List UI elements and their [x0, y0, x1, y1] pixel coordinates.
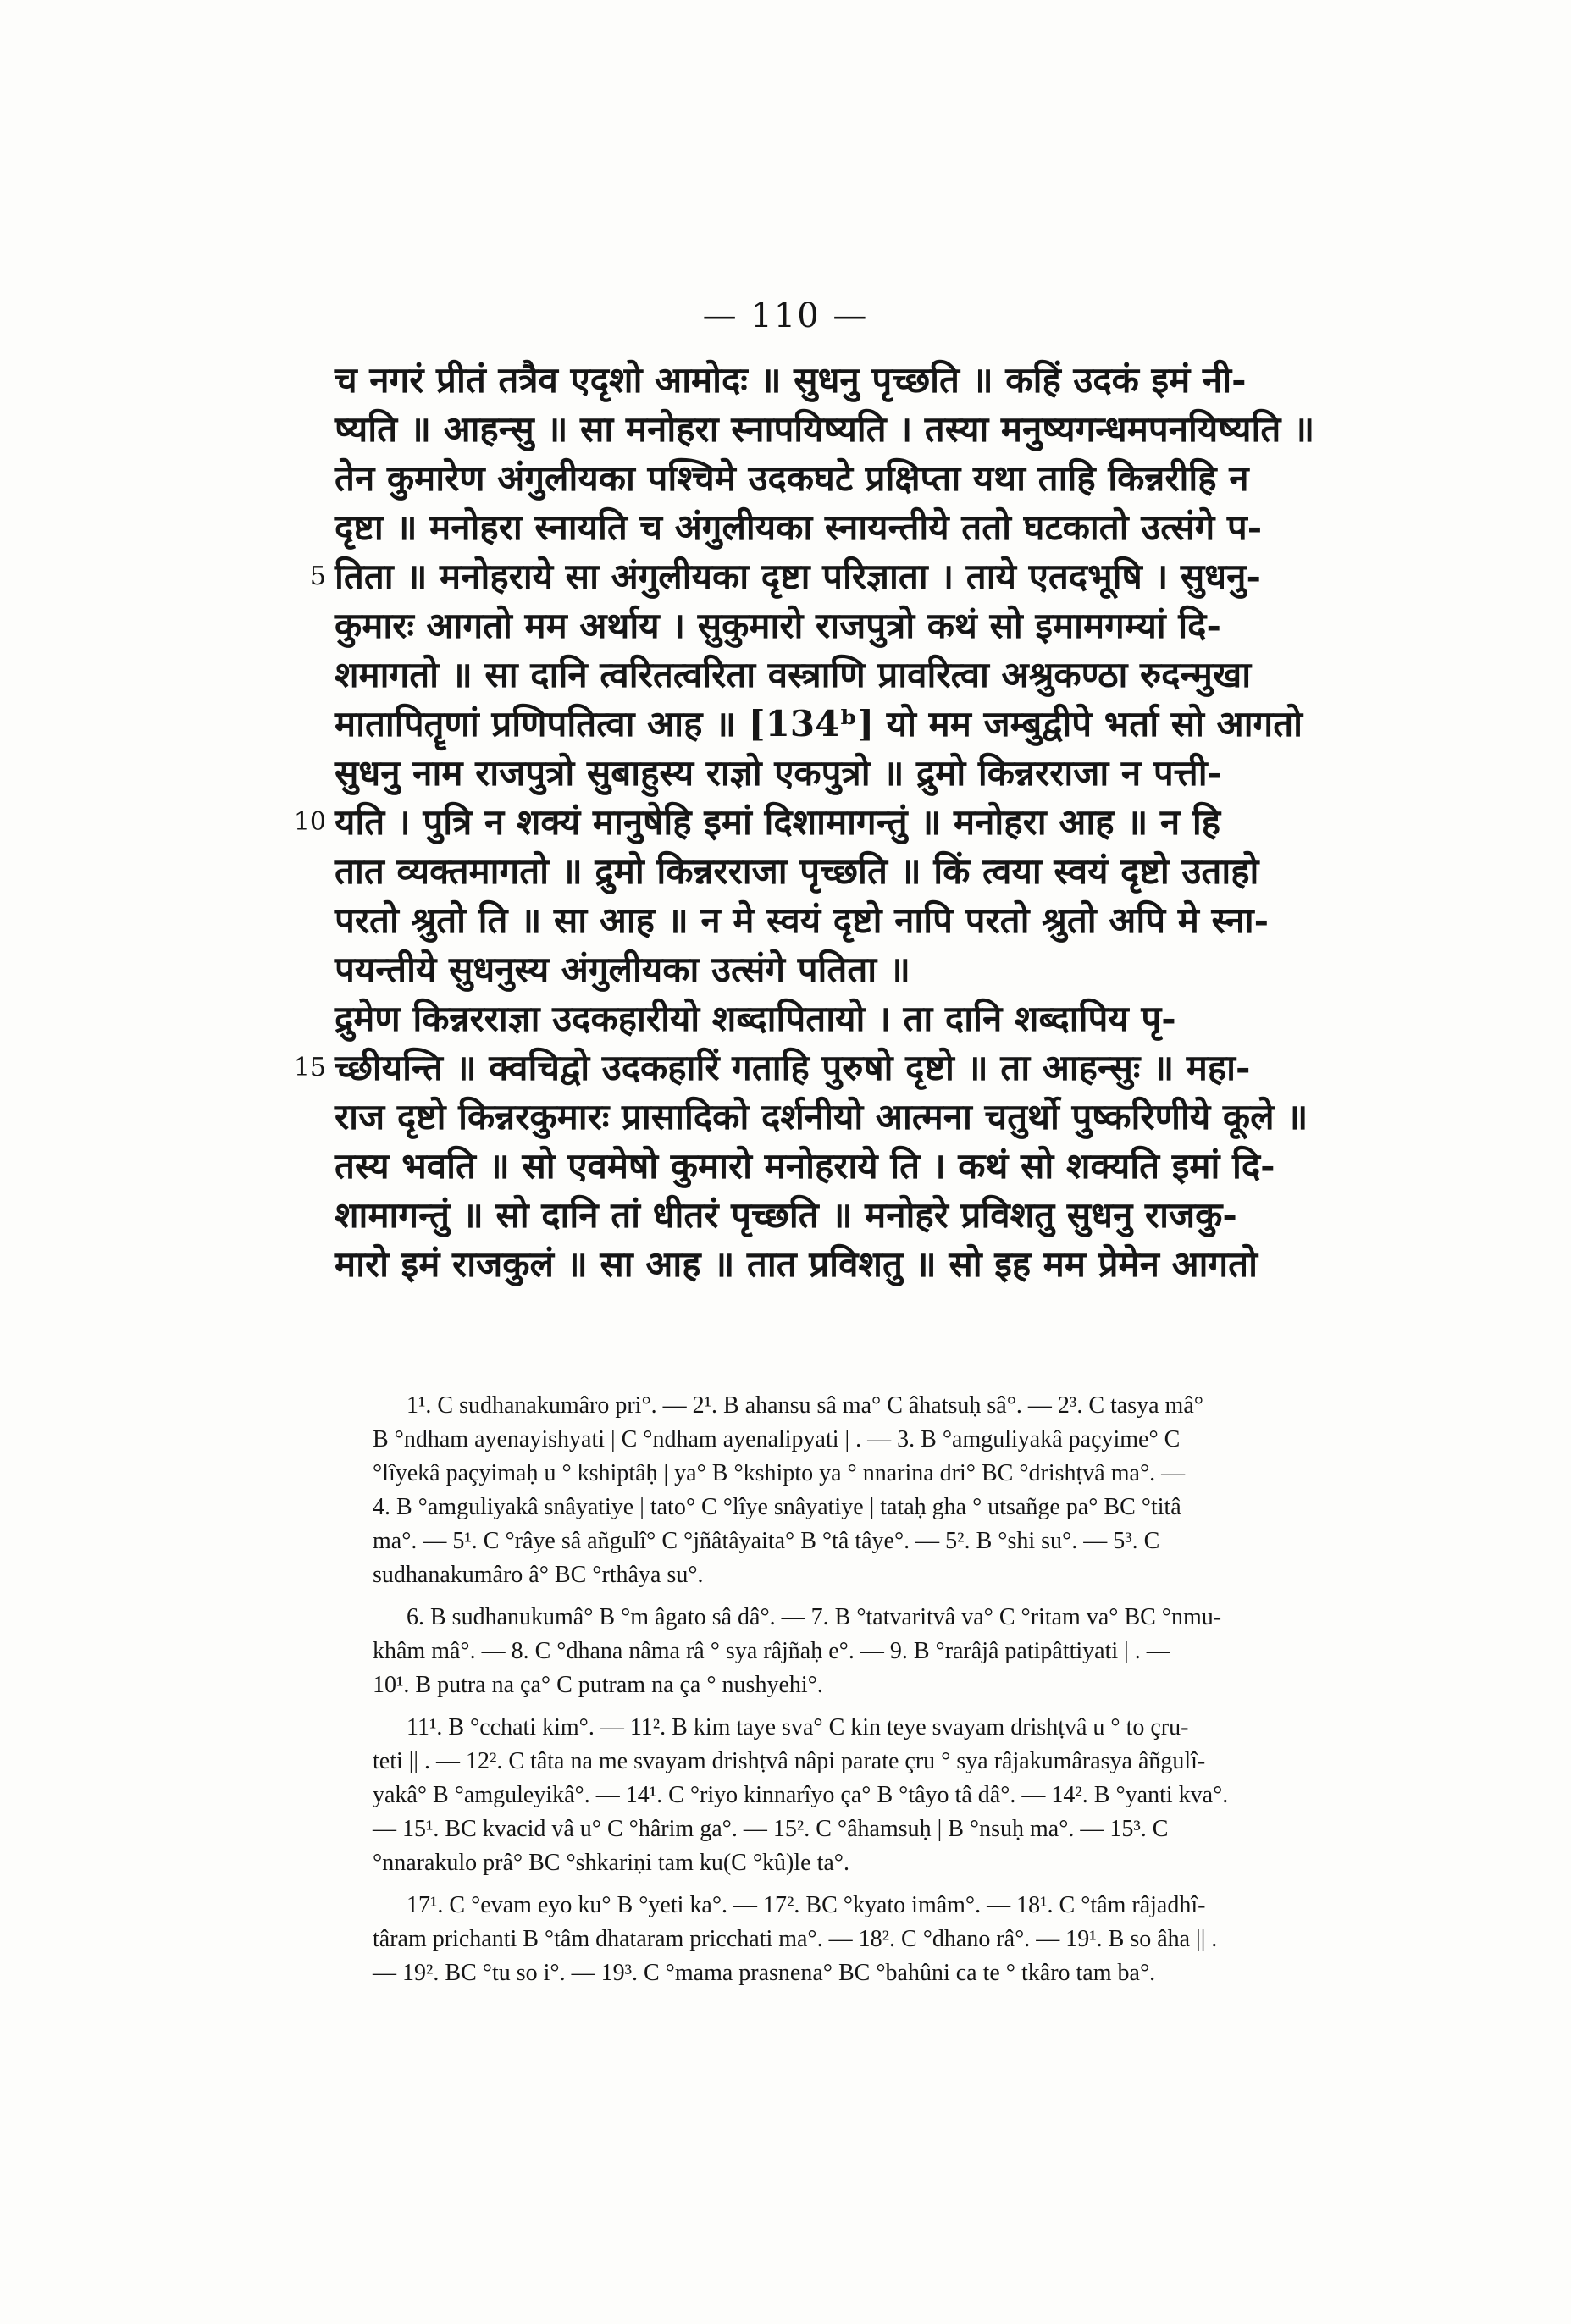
- text-line: [335, 700, 1444, 749]
- text-line: [335, 356, 1444, 405]
- line-text: मारो इमं राजकुलं ॥ सा आह ॥ तात प्रविशतु ॥ सो इह मम प्रेमेन आगतो: [335, 1243, 1258, 1285]
- line-number: 5: [309, 562, 326, 591]
- line-text: तात व्यक्तमागतो ॥ द्रुमो किन्नरराजा पृच्छति ॥ किं त्वया स्वयं दृष्टो उताहो: [335, 850, 1259, 892]
- line-text: च नगरं प्रीतं तत्रैव एदृशो आमोदः ॥ सुधनु पृच्छति ॥ कहिं उदकं इमं नी-: [335, 359, 1247, 401]
- text-line: [335, 454, 1444, 503]
- footnote-block: [373, 1889, 1431, 1990]
- line-text: राज दृष्टो किन्नरकुमारः प्रासादिको दर्शनीयो आत्मना चतुर्थो पुष्करिणीये कूले ॥: [335, 1096, 1308, 1137]
- text-line: [335, 503, 1444, 552]
- page-number: — 110 —: [702, 296, 869, 335]
- line-text: शामागन्तुं ॥ सो दानि तां धीतरं पृच्छति ॥ मनोहरे प्रविशतु सुधनु राजकु-: [335, 1194, 1237, 1236]
- critical-apparatus: [373, 1389, 1431, 1999]
- text-line: [335, 994, 1444, 1043]
- main-text: [293, 356, 1444, 1289]
- text-line: [335, 896, 1444, 945]
- footnote-line: khâm mâ°. — 8. C °dhana nâma râ ° sya râjñaḥ e°. — 9. B °rarâjâ patipâttiyati | . —: [373, 1638, 1170, 1664]
- footnote-block: [373, 1711, 1431, 1880]
- text-line: [335, 1093, 1444, 1142]
- line-number: 10: [293, 807, 326, 837]
- line-text: पयन्तीये सुधनुस्य अंगुलीयका उत्संगे पतिता ॥: [335, 949, 910, 990]
- footnote-line: — 19². BC °tu so i°. — 19³. C °mama prasnena° BC °bahûni ca te ° tkâro tam ba°.: [373, 1960, 1156, 1986]
- text-line: [335, 650, 1444, 700]
- text-line: [335, 1240, 1444, 1289]
- footnote-block: [373, 1601, 1431, 1702]
- footnote-line: 10¹. B putra na ça° C putram na ça ° nushyehi°.: [373, 1672, 823, 1698]
- line-text: परतो श्रुतो ति ॥ सा आह ॥ न मे स्वयं दृष्टो नापि परतो श्रुतो अपि मे स्ना-: [335, 899, 1270, 941]
- text-line: [293, 1043, 1444, 1093]
- line-text: च्छीयन्ति ॥ क्वचिद्वो उदकहारिं गताहि पुरुषो दृष्टो ॥ ता आहन्सुः ॥ महा-: [335, 1047, 1251, 1088]
- text-line: [335, 1142, 1444, 1191]
- text-line: [335, 945, 1444, 994]
- footnote-line: 4. B °amguliyakâ snâyatiye | tato° C °lîye snâyatiye | tataḥ gha ° utsañge pa° BC °titâ: [373, 1494, 1181, 1520]
- footnote-line: sudhanakumâro â° BC °rthâya su°.: [373, 1562, 704, 1588]
- footnote-line: °lîyekâ paçyimaḥ u ° kshiptâḥ | ya° B °kshipto ya ° nnarina dri° BC °drishṭvâ ma°. —: [373, 1460, 1186, 1486]
- footnote-line: târam prichanti B °tâm dhataram pricchati ma°. — 18². C °dhano râ°. — 19¹. B so âha || .: [373, 1926, 1218, 1952]
- line-text: तेन कुमारेण अंगुलीयका पश्चिमे उदकघटे प्रक्षिप्ता यथा ताहि किन्नरीहि न: [335, 457, 1249, 499]
- line-text: शमागतो ॥ सा दानि त्वरितत्वरिता वस्त्राणि प्रावरित्वा अश्रुकण्ठा रुदन्मुखा: [335, 654, 1252, 695]
- line-text: दृष्टा ॥ मनोहरा स्नायति च अंगुलीयका स्नायन्तीये ततो घटकातो उत्संगे प-: [335, 506, 1263, 548]
- line-text: तस्य भवति ॥ सो एवमेषो कुमारो मनोहराये ति । कथं सो शक्यति इमां दि-: [335, 1145, 1275, 1187]
- line-text: तिता ॥ मनोहराये सा अंगुलीयका दृष्टा परिज्ञाता । ताये एतदभूषि । सुधनु-: [335, 556, 1261, 597]
- footnote-line: B °ndham ayenayishyati | C °ndham ayenalipyati | . — 3. B °amguliyakâ paçyime° C: [373, 1426, 1181, 1452]
- footnote-line: ma°. — 5¹. C °râye sâ añgulî° C °jñâtâyaita° B °tâ tâye°. — 5². B °shi su°. — 5³. C: [373, 1528, 1160, 1554]
- text-line: [335, 405, 1444, 454]
- footnote-line: yakâ° B °amguleyikâ°. — 14¹. C °riyo kinnarîyo ça° B °tâyo tâ dâ°. — 14². B °yanti kva°.: [373, 1782, 1229, 1808]
- footnote-line: 11¹. B °cchati kim°. — 11². B kim taye sva° C kin teye svayam drishṭvâ u ° to çru-: [407, 1714, 1189, 1740]
- footnote-block: [373, 1389, 1431, 1592]
- text-line: [293, 798, 1444, 847]
- footnote-line: — 15¹. BC kvacid vâ u° C °hârim ga°. — 15². C °âhamsuḥ | B °nsuḥ ma°. — 15³. C: [373, 1816, 1169, 1842]
- text-line: [335, 601, 1444, 650]
- text-line: [335, 1191, 1444, 1240]
- line-text: कुमारः आगतो मम अर्थाय । सुकुमारो राजपुत्रो कथं सो इमामगम्यां दि-: [335, 605, 1221, 646]
- line-number: 15: [293, 1053, 326, 1082]
- text-line: [309, 552, 1444, 601]
- footnote-line: 17¹. C °evam eyo ku° B °yeti ka°. — 17². BC °kyato imâm°. — 18¹. C °tâm râjadhî-: [407, 1892, 1206, 1918]
- line-text: सुधनु नाम राजपुत्रो सुबाहुस्य राज्ञो एकपुत्रो ॥ द्रुमो किन्नरराजा न पत्ती-: [335, 752, 1223, 794]
- text-line: [335, 749, 1444, 798]
- line-text: यति । पुत्रि न शक्यं मानुषेहि इमां दिशामागन्तुं ॥ मनोहरा आह ॥ न हि: [335, 801, 1221, 843]
- line-text: द्रुमेण किन्नरराज्ञा उदकहारीयो शब्दापितायो । ता दानि शब्दापिय पृ-: [335, 998, 1176, 1039]
- line-text: ष्यति ॥ आहन्सु ॥ सा मनोहरा स्नापयिष्यति । तस्या मनुष्यगन्धमपनयिष्यति ॥: [335, 408, 1315, 450]
- footnote-line: 6. B sudhanukumâ° B °m âgato sâ dâ°. — 7. B °tatvaritvâ va° C °ritam va° BC °nmu-: [407, 1604, 1222, 1630]
- text-line: [335, 847, 1444, 896]
- footnote-line: °nnarakulo prâ° BC °shkariṇi tam ku(C °kû)le ta°.: [373, 1850, 849, 1876]
- footnote-line: 1¹. C sudhanakumâro pri°. — 2¹. B ahansu sâ ma° C âhatsuḥ sâ°. — 2³. C tasya mâ°: [407, 1392, 1203, 1419]
- line-text: मातापितॄणां प्रणिपतित्वा आह ॥ [134ᵇ] यो मम जम्बुद्वीपे भर्ता सो आगतो: [335, 703, 1303, 744]
- footnote-line: teti || . — 12². C tâta na me svayam drishṭvâ nâpi parate çru ° sya râjakumârasya âñgulî-: [373, 1748, 1206, 1774]
